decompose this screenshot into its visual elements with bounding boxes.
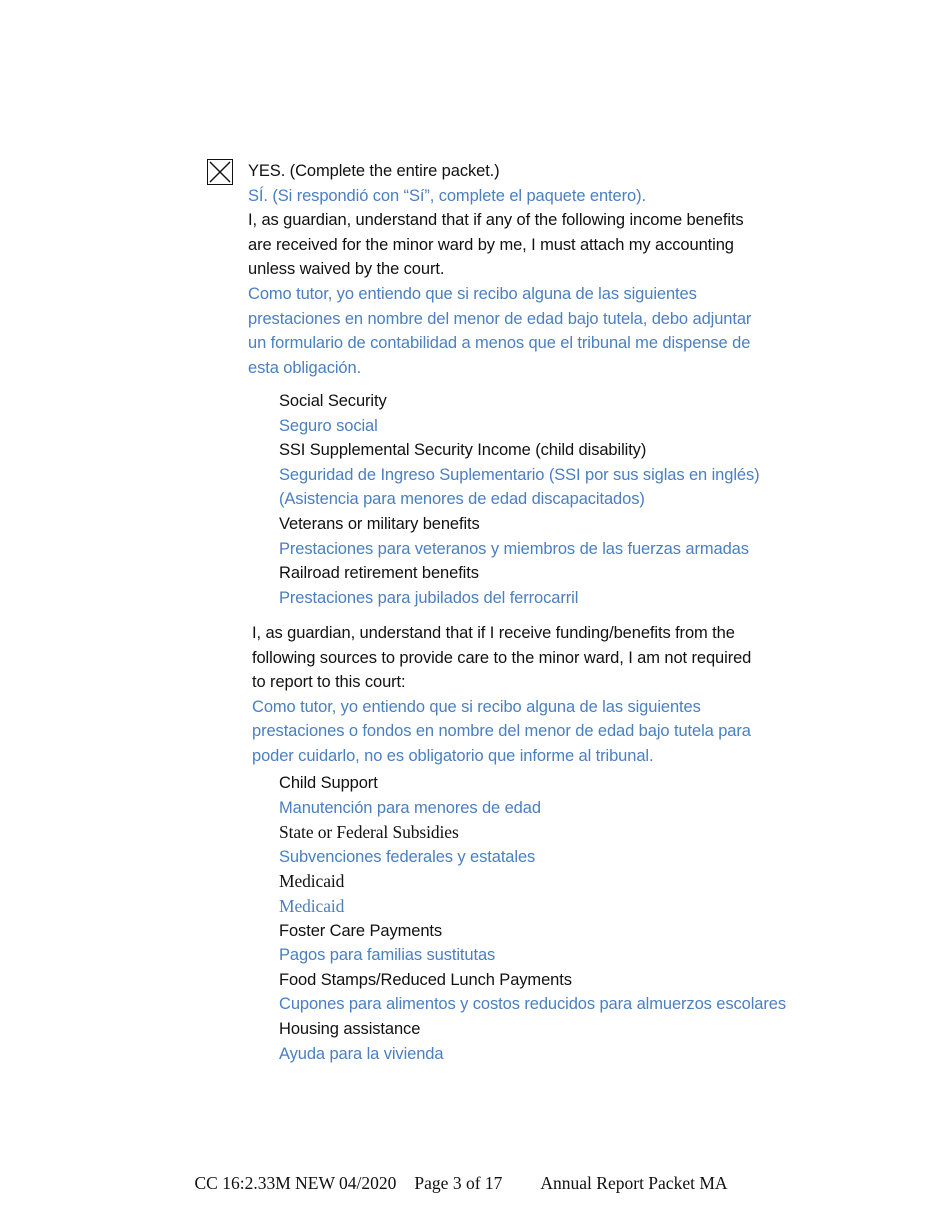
statement2-spanish-line: prestaciones o fondos en nombre del menor de edad bajo tutela para	[252, 722, 751, 741]
statement2	[252, 621, 812, 769]
statement1-spanish-line: Como tutor, yo entiendo que si recibo alguna de las siguientes	[248, 284, 697, 303]
exempt-item: Medicaid	[279, 871, 345, 892]
statement2-line: I, as guardian, understand that if I receive funding/benefits from the	[252, 624, 735, 642]
checkbox-x-icon	[208, 160, 232, 184]
yes-checkbox[interactable]	[207, 159, 233, 185]
benefit-item: Veterans or military benefits	[279, 514, 480, 533]
statement2-line: to report to this court:	[252, 673, 406, 692]
yes-label: YES. (Complete the entire packet.)	[248, 162, 500, 180]
page-footer	[177, 1152, 728, 1215]
statement1-line: I, as guardian, understand that if any of the following income benefits	[248, 211, 744, 230]
statement1-spanish-line: prestaciones en nombre del menor de edad bajo tutela, debo adjuntar	[248, 309, 752, 328]
exempt-item-spanish: Manutención para menores de edad	[279, 798, 541, 817]
benefit-item-spanish: Seguro social	[279, 416, 378, 435]
exempt-item: Foster Care Payments	[279, 921, 443, 940]
statement2-spanish-line: poder cuidarlo, no es obligatorio que informe al tribunal.	[252, 746, 654, 765]
exempt-item: State or Federal Subsidies	[279, 822, 459, 843]
benefit-item-spanish: Prestaciones para veteranos y miembros de las fuerzas armadas	[279, 539, 749, 558]
statement2-spanish-line: Como tutor, yo entiendo que si recibo alguna de las siguientes	[252, 697, 701, 716]
exempt-item-spanish: Pagos para familias sustitutas	[279, 946, 496, 965]
benefit-item-spanish: (Asistencia para menores de edad discapacitados)	[279, 490, 645, 509]
exempt-item-spanish: Subvenciones federales y estatales	[279, 847, 536, 866]
exempt-item: Housing assistance	[279, 1019, 421, 1038]
exempt-item-spanish: Medicaid	[279, 895, 345, 916]
statement1-line: are received for the minor ward by me, I must attach my accounting	[248, 235, 734, 254]
yes-label-spanish: SÍ. (Si respondió con “Sí”, complete el paquete entero).	[248, 186, 646, 205]
statement1-spanish-line: esta obligación.	[248, 358, 362, 377]
exempt-list	[279, 771, 839, 1066]
statement1-spanish-line: un formulario de contabilidad a menos que el tribunal me dispense de	[248, 334, 751, 353]
page-number: Page 3 of 17	[414, 1173, 503, 1193]
exempt-item: Child Support	[279, 774, 378, 792]
benefit-item-spanish: Prestaciones para jubilados del ferrocarril	[279, 588, 579, 607]
exempt-item-spanish: Ayuda para la vivienda	[279, 1044, 444, 1063]
yes-section	[248, 159, 808, 380]
exempt-item: Food Stamps/Reduced Lunch Payments	[279, 970, 572, 989]
form-code: CC 16:2.33M NEW 04/2020	[194, 1173, 397, 1193]
benefit-item: Railroad retirement benefits	[279, 564, 479, 583]
benefits-list	[279, 389, 839, 610]
statement1-line: unless waived by the court.	[248, 260, 445, 279]
benefit-item: SSI Supplemental Security Income (child disability)	[279, 441, 647, 460]
benefit-item-spanish: Seguridad de Ingreso Suplementario (SSI por sus siglas en inglés)	[279, 465, 760, 484]
benefit-item: Social Security	[279, 392, 387, 410]
statement2-line: following sources to provide care to the minor ward, I am not required	[252, 648, 752, 667]
packet-title: Annual Report Packet MA	[540, 1173, 728, 1193]
exempt-item-spanish: Cupones para alimentos y costos reducidos para almuerzos escolares	[279, 995, 786, 1014]
